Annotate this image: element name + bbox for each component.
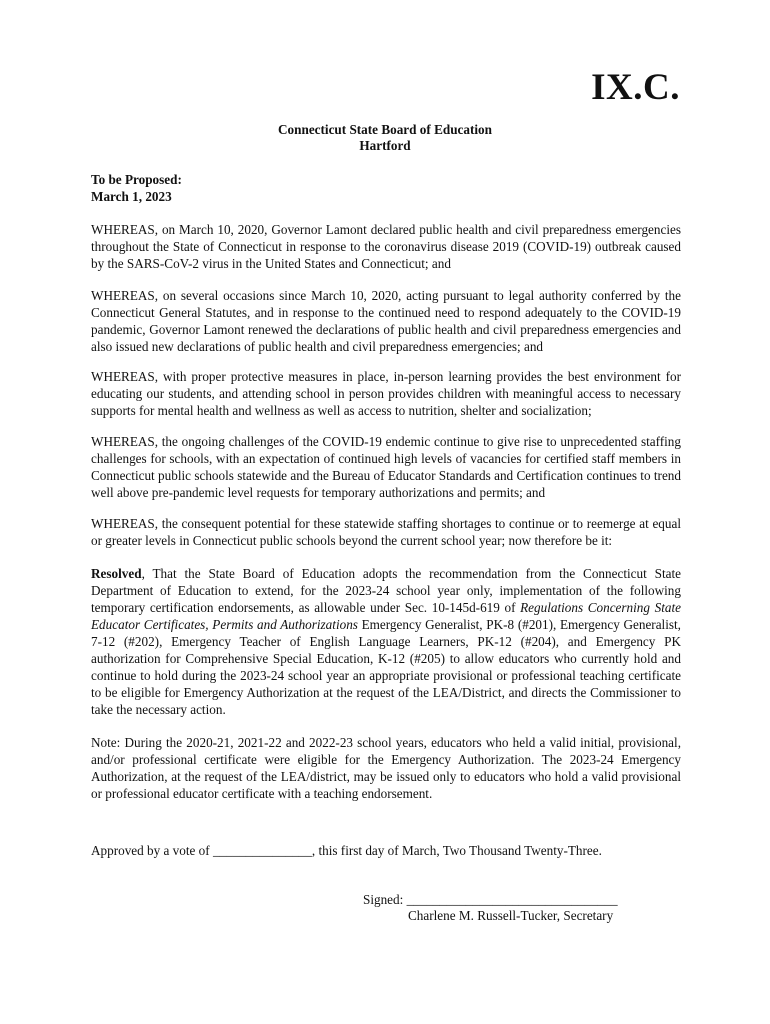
proposal-label: To be Proposed: [91,172,182,187]
proposal-block [91,171,182,205]
signature-line: Signed: ________________________________ [363,892,618,907]
proposal-date: March 1, 2023 [91,189,172,204]
whereas-paragraph-4: WHEREAS, the ongoing challenges of the COVID-19 endemic continue to give rise to unprecedented staffing challenges for schools, with an expectation of continued high levels of vacancies for certified staff members in Connecticut public schools statewide and the Bureau of Educator Standards and Certification continues to trend well above pre-pandemic level requests for temporary authorizations and permits; and [91,434,681,500]
resolved-label: Resolved [91,566,142,581]
document-header [0,122,770,154]
whereas-paragraph-2: WHEREAS, on several occasions since March 10, 2020, acting pursuant to legal authority conferred by the Connecticut General Statutes, and in response to the continued need to respond adequately to the COVID-19 pandemic, Governor Lamont renewed the declarations of public health and civil preparedness emergencies and also issued new declarations of public health and civil preparedness emergencies; and [91,288,681,354]
whereas-paragraph-5: WHEREAS, the consequent potential for these statewide staffing shortages to continue or to reemerge at equal or greater levels in Connecticut public schools beyond the current school year; now therefore be it: [91,516,681,548]
organization-city: Hartford [359,138,411,153]
organization-name: Connecticut State Board of Education [278,122,492,137]
resolved-text-a: , That the State Board of Education adopts the recommendation from the Connecticut State Department of Education to extend, for the 2023-24 school year only, implementation of the following temporary certification endorsements, as allowable under Sec. 10-145d-619 of [91,566,681,615]
resolved-paragraph [91,565,681,718]
regulation-title: Regulations Concerning State Educator Certificates, Permits and Authorizations [91,600,681,632]
resolved-text-b: Emergency Generalist, PK-8 (#201), Emergency Generalist, 7-12 (#202), Emergency Teacher of English Language Learners, PK-12 (#204), and Emergency PK authorization for Comprehensive Special Education, K-12 (#205) to allow educators who currently hold and continue to hold during the 2023-24 school year an appropriate provisional or professional teaching certificate to be eligible for Emergency Authorization at the request of the LEA/District, and directs the Commissioner to take the necessary action. [91,617,681,717]
whereas-paragraph-3: WHEREAS, with proper protective measures in place, in-person learning provides the best environment for educating our students, and attending school in person provides children with meaningful access to necessary supports for mental health and wellness as well as access to nutrition, shelter and socialization; [91,369,681,418]
signer-name: Charlene M. Russell-Tucker, Secretary [408,908,614,923]
document-id: IX.C. [591,67,680,108]
approval-line: Approved by a vote of _______________, this first day of March, Two Thousand Twenty-Three. [91,843,602,858]
note-paragraph: Note: During the 2020-21, 2021-22 and 2022-23 school years, educators who held a valid initial, provisional, and/or professional certificate were eligible for the Emergency Authorization. The 2023-24 Emergency Authorization, at the request of the LEA/district, may be issued only to educators who hold a valid provisional or professional educator certificate with a teaching endorsement. [91,735,681,801]
whereas-paragraph-1: WHEREAS, on March 10, 2020, Governor Lamont declared public health and civil preparedness emergencies throughout the State of Connecticut in response to the coronavirus disease 2019 (COVID-19) outbreak caused by the SARS-CoV-2 virus in the United States and Connecticut; and [91,222,681,271]
